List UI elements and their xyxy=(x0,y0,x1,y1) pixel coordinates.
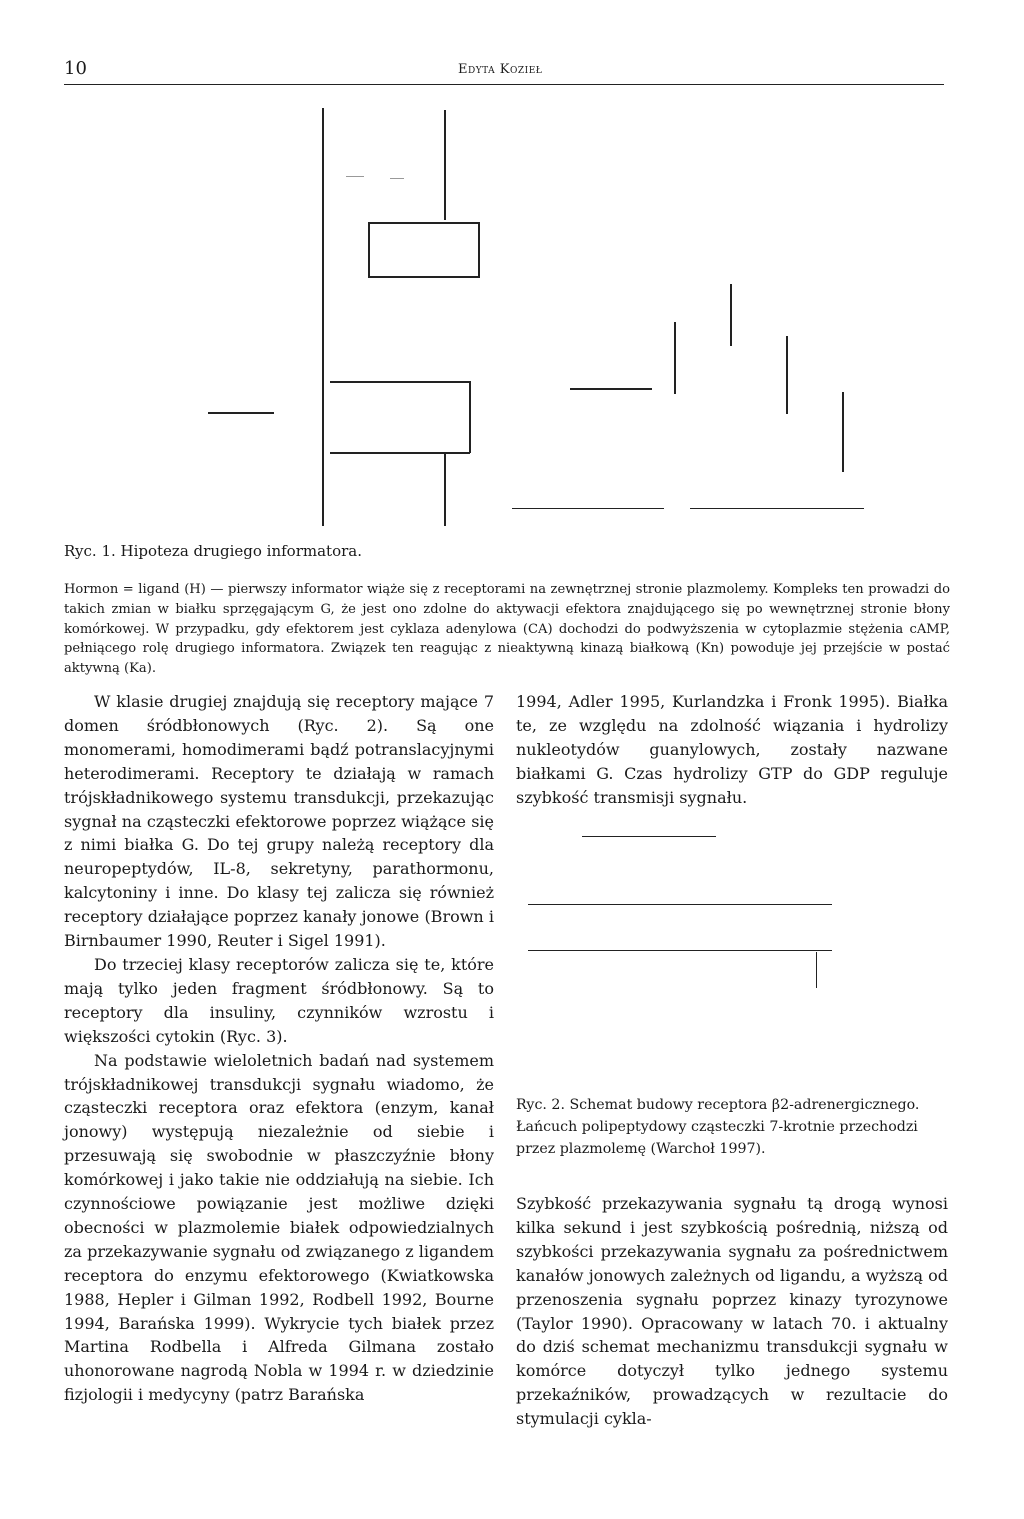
figure-2-caption: Ryc. 2. Schemat budowy receptora β2-adrenergicznego. Łańcuch polipeptydowy cząsteczki 7-krotnie przechodzi przez plazmolemę (Warchoł 1997). xyxy=(516,1097,920,1157)
figure-1 xyxy=(0,0,1024,560)
figure-1-caption: Ryc. 1. Hipoteza drugiego informatora. xyxy=(64,542,362,560)
fig1-line xyxy=(730,284,732,346)
fig1-line xyxy=(322,108,324,526)
fig2-line xyxy=(528,904,832,905)
paragraph: Szybkość przekazywania sygnału tą drogą wynosi kilka sekund i jest szybkością pośrednią, niższą od szybkości przekazywania sygnału za pośrednictwem kanałów jonowych zależnych od ligandu, a wyższą od przenoszenia sygnału poprzez kinazy tyrozynowe (Taylor 1990). Opracowany w latach 70. i aktualny do dziś schemat mechanizmu transdukcji sygnału w komórce dotyczył tylko jednego systemu przekaźników, prowadzących w rezultacie do stymulacji cykla- xyxy=(516,1194,948,1429)
figure-1-description: Hormon = ligand (H) — pierwszy informator wiąże się z receptorami na zewnętrznej stronie plazmolemy. Kompleks ten prowadzi do takich zmian w białku sprzęgającym G, że jest ono zdolne do aktywacji efektora znajdującego się po wewnętrznej stronie błony komórkowej. W przypadku, gdy efektorem jest cyklaza adenylowa (CA) dochodzi do podwyższenia w cytoplazmie stężenia cAMP, pełniącego rolę drugiego informatora. Związek ten reagując z nieaktywną kinazą białkową (Kn) powoduje jej przejście w postać aktywną (Ka). xyxy=(64,582,950,677)
fig2-line xyxy=(582,836,716,837)
fig1-line xyxy=(786,336,788,414)
running-head: Edyta Kozieł xyxy=(458,62,543,77)
fig1-line xyxy=(444,110,446,220)
fig1-box xyxy=(368,222,480,278)
page-number: 10 xyxy=(64,58,87,79)
fig1-line xyxy=(842,392,844,472)
fig1-line xyxy=(570,388,652,390)
fig1-line xyxy=(330,381,470,383)
paragraph: Na podstawie wieloletnich badań nad systemem trójskładnikowej transdukcji sygnału wiadomo, że cząsteczki receptora oraz efektora (enzym, kanał jonowy) występują niezależnie od siebie i przesuwają się swobodnie w płaszczyźnie błony komórkowej i jako takie nie oddziałują na siebie. Ich czynnościowe powiązanie jest możliwe dzięki obecności w plazmolemie białek odpowiedzialnych za przekazywanie sygnału od związanego z ligandem receptora do enzymu efektorowego (Kwiatkowska 1988, Hepler i Gilman 1992, Rodbell 1992, Bourne 1994, Barańska 1999). Wykrycie tych białek przez Martina Rodbella i Alfreda Gilmana zostało uhonorowane nagrodą Nobla w 1994 r. w dziedzinie fizjologii i medycyny (patrz Barańska xyxy=(64,1050,494,1405)
fig1-line xyxy=(390,178,404,179)
right-column-bottom xyxy=(516,1192,948,1431)
paragraph: W klasie drugiej znajdują się receptory mające 7 domen śródbłonowych (Ryc. 2). Są one monomerami, homodimerami bądź potranslacyjnymi heterodimerami. Receptory te działają w ramach trójskładnikowego systemu transdukcji, przekazując sygnał na cząsteczki efektorowe poprzez wiążące się z nimi białka G. Do tej grupy należą receptory dla neuropeptydów, IL-8, sekretyny, parathormonu, kalcytoniny i inne. Do klasy tej zalicza się również receptory działające poprzez kanały jonowe (Brown i Birnbaumer 1990, Reuter i Sigel 1991). xyxy=(64,692,494,951)
fig1-line xyxy=(208,412,274,414)
fig1-line xyxy=(469,381,471,453)
fig2-line xyxy=(528,950,832,951)
fig1-line xyxy=(346,176,364,177)
fig2-line xyxy=(816,952,817,988)
right-column-top xyxy=(516,690,948,810)
fig1-line xyxy=(330,452,470,454)
fig1-line xyxy=(674,322,676,394)
fig1-line xyxy=(444,454,446,526)
paragraph: Do trzeciej klasy receptorów zalicza się te, które mają tylko jeden fragment śródbłonowy. Są to receptory dla insuliny, czynników wzrostu i większości cytokin (Ryc. 3). xyxy=(64,954,494,1046)
fig1-line xyxy=(512,508,664,509)
left-column xyxy=(64,690,494,1407)
fig1-line xyxy=(690,508,864,509)
paragraph: 1994, Adler 1995, Kurlandzka i Fronk 1995). Białka te, ze względu na zdolność wiązania i hydrolizy nukleotydów guanylowych, zostały nazwane białkami G. Czas hydrolizy GTP do GDP reguluje szybkość transmisji sygnału. xyxy=(516,692,948,807)
